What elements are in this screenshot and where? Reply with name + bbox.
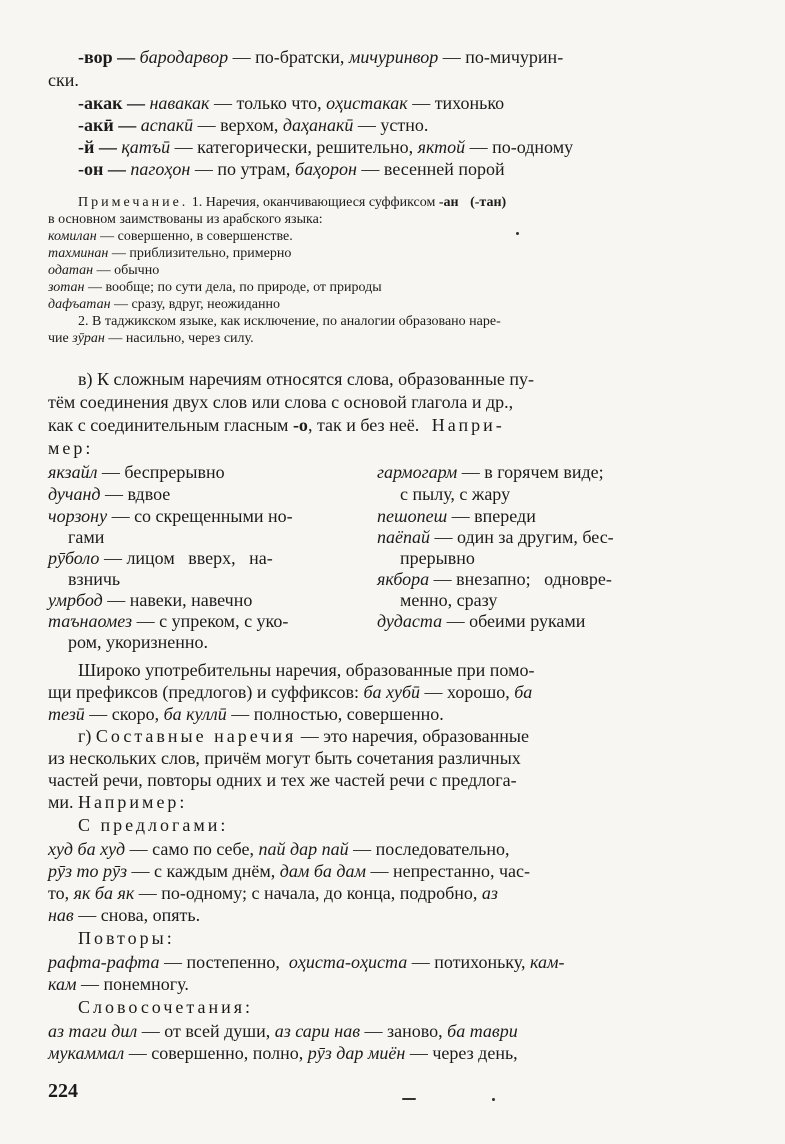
- example-word: пешопеш: [377, 506, 448, 526]
- example-word: аспакӣ: [140, 115, 194, 135]
- example-word: мукаммал: [48, 1043, 125, 1063]
- example-word: якзайл: [48, 462, 98, 482]
- translation: — обеими руками: [442, 611, 586, 631]
- section-g-line-3: частей речи, повторы одних и тех же частей речи с предлога-: [48, 770, 517, 790]
- text: ми.: [48, 792, 79, 812]
- paragraph-line: [48, 882, 498, 904]
- translation: — от всей души,: [137, 1021, 275, 1041]
- subheading-repeats: Повторы:: [78, 928, 175, 948]
- scan-speck: [402, 1098, 416, 1100]
- subheading-phrases: Словосочетания:: [78, 997, 253, 1017]
- example-word: умрбод: [48, 590, 103, 610]
- list-item: [48, 505, 293, 527]
- example-word: аз: [481, 883, 498, 903]
- translation: — по-одному: [465, 137, 574, 157]
- list-item: [48, 547, 273, 569]
- translation: — только что,: [209, 93, 322, 113]
- suffix: -акӣ —: [78, 115, 137, 135]
- note-item: [48, 296, 280, 313]
- suffix-line-vor: [78, 46, 563, 68]
- translation: — через день,: [405, 1043, 518, 1063]
- translation: — в горячем виде;: [457, 462, 604, 482]
- list-item: [48, 461, 225, 483]
- suffix: -о: [292, 415, 308, 435]
- example-word: зотан: [48, 280, 85, 295]
- paragraph-line: [48, 703, 444, 725]
- example-word: оҳистакак: [326, 93, 408, 113]
- example-word: як ба як: [73, 883, 135, 903]
- list-item: [377, 610, 585, 632]
- translation: — насильно, через силу.: [104, 331, 254, 346]
- example-word: якбора: [377, 569, 430, 589]
- scan-speck: [492, 1098, 495, 1101]
- suffix: -он —: [78, 159, 126, 179]
- section-g-line-1: [78, 725, 529, 747]
- text: щи префиксов (предлогов) и суффиксов:: [48, 682, 364, 702]
- section-g-line-4: [48, 791, 187, 813]
- translation: — беспрерывно: [97, 462, 225, 482]
- spaced-word: Например:: [78, 792, 188, 812]
- example-word: пагоҳон: [130, 159, 191, 179]
- example-word: кам-: [529, 952, 565, 972]
- example-word: паёпай: [377, 527, 430, 547]
- example-word: аз сари нав: [274, 1021, 361, 1041]
- subheading-prepositions: С предлогами:: [78, 815, 229, 835]
- example-word: пай дар пай: [258, 839, 349, 859]
- example-word: дудаста: [377, 611, 443, 631]
- example-word: нав: [48, 905, 74, 925]
- translation: — впереди: [447, 506, 536, 526]
- translation: — навеки, навечно: [102, 590, 253, 610]
- paragraph-line: [48, 860, 530, 882]
- list-item: [400, 483, 510, 505]
- translation: — хорошо,: [420, 682, 515, 702]
- translation: — устно.: [353, 115, 429, 135]
- example-word: ба куллӣ: [163, 704, 227, 724]
- translation: — внезапно; одновре-: [429, 569, 612, 589]
- section-v-line-2: тём соединения двух слов или слова с основой глагола и др.,: [48, 392, 514, 412]
- example-word: дучанд: [48, 484, 101, 504]
- example-word: таънаомез: [48, 611, 133, 631]
- section-g-line-2: из нескольких слов, причём могут быть сочетания различных: [48, 748, 521, 768]
- suffix-line-on: [78, 158, 505, 180]
- translation: — заново,: [360, 1021, 448, 1041]
- example-word: ба таври: [447, 1021, 518, 1041]
- translation: — весенней порой: [356, 159, 505, 179]
- example-word: худ ба худ: [48, 839, 126, 859]
- note-text: 1. Наречия, оканчивающиеся суффиксом: [188, 195, 439, 210]
- example-word: рафта-рафта: [48, 952, 160, 972]
- example-word: қатъӣ: [121, 137, 171, 157]
- translation: менно, сразу: [400, 590, 498, 610]
- example-word: аз таги дил: [48, 1021, 138, 1041]
- translation: с пылу, с жару: [400, 484, 511, 504]
- list-item: [377, 505, 536, 527]
- suffix-line-aki: [78, 114, 428, 136]
- translation: — вообще; по сути дела, по природе, от природы: [84, 280, 382, 295]
- list-item: [68, 526, 104, 548]
- paragraph-line: [48, 838, 510, 860]
- translation: — само по себе,: [125, 839, 259, 859]
- translation: — обычно: [93, 263, 160, 278]
- translation: — один за другим, бес-: [430, 527, 614, 547]
- translation: ром, укоризненно.: [68, 632, 209, 652]
- section-v-line-3: [48, 414, 505, 436]
- example-word: оҳиста-оҳиста: [288, 952, 408, 972]
- translation: — совершенно, в совершенстве.: [96, 229, 293, 244]
- translation: — с упреком, с уко-: [132, 611, 289, 631]
- example-word: баҳорон: [294, 159, 357, 179]
- example-word: тезӣ: [48, 704, 85, 724]
- translation: — с каждым днём,: [127, 861, 280, 881]
- example-word: гармогарм: [377, 462, 458, 482]
- note-line-1: [78, 194, 506, 211]
- list-item: [48, 483, 170, 505]
- suffix-line-y: [78, 136, 573, 158]
- translation: — по-мичурин-: [438, 47, 564, 67]
- translation: — совершенно, полно,: [124, 1043, 308, 1063]
- example-word: ба хубӣ: [363, 682, 421, 702]
- note-label: Примечание.: [78, 195, 189, 210]
- paragraph-line: Широко употребительны наречия, образованные при помо-: [78, 660, 535, 680]
- translation: — постепенно,: [159, 952, 289, 972]
- section-v-line-1: в) К сложным наречиям относятся слова, образованные пу-: [78, 369, 535, 389]
- translation: — вдвое: [100, 484, 171, 504]
- list-item: [48, 589, 252, 611]
- list-item: [400, 589, 497, 611]
- example-word: тахминан: [48, 246, 109, 261]
- list-item: [68, 631, 208, 653]
- translation: — со скрещенными но-: [107, 506, 293, 526]
- example-word: рӯз то рӯз: [48, 861, 128, 881]
- suffix: -вор —: [78, 47, 136, 67]
- example-word: кам: [48, 974, 77, 994]
- note-item: [48, 228, 293, 245]
- spaced-word: Напри-: [431, 415, 505, 435]
- example-word: чорзону: [48, 506, 108, 526]
- translation: — понемногу.: [76, 974, 189, 994]
- text: как с соединительным гласным: [48, 415, 293, 435]
- example-word: бародарвор: [139, 47, 229, 67]
- translation: — сразу, вдруг, неожиданно: [110, 297, 280, 312]
- paragraph-line: [48, 904, 200, 926]
- note-text: чие: [48, 331, 73, 346]
- list-item: [68, 568, 120, 590]
- note-item-2: 2. В таджикском языке, как исключение, по аналогии образовано наре-: [78, 314, 501, 329]
- suffix: -ан: [438, 195, 459, 210]
- text: то,: [48, 883, 74, 903]
- example-word: дам ба дам: [279, 861, 366, 881]
- translation: — полностью, совершенно.: [226, 704, 444, 724]
- suffix: -акак —: [78, 93, 145, 113]
- translation: — последовательно,: [348, 839, 510, 859]
- list-item: [377, 568, 612, 590]
- translation: взничь: [68, 569, 121, 589]
- example-word: рӯз дар миён: [307, 1043, 406, 1063]
- translation: — верхом,: [193, 115, 279, 135]
- note-item: [48, 245, 291, 262]
- translation: — по-братски,: [228, 47, 345, 67]
- translation: — непрестанно, час-: [365, 861, 531, 881]
- translation: — скоро,: [84, 704, 164, 724]
- example-word: навакак: [149, 93, 210, 113]
- example-word: рӯболо: [48, 548, 100, 568]
- translation: — категорически, решительно,: [170, 137, 414, 157]
- translation: гами: [68, 527, 105, 547]
- example-word: дафъатан: [48, 297, 111, 312]
- translation: — лицом вверх, на-: [99, 548, 273, 568]
- translation: — тихонько: [407, 93, 505, 113]
- page-number: 224: [48, 1080, 78, 1102]
- list-item: [377, 461, 604, 483]
- example-word: даҳанакӣ: [282, 115, 354, 135]
- text: г): [78, 726, 96, 746]
- paragraph-line: [48, 1042, 518, 1064]
- spaced-term: Составные наречия: [95, 726, 297, 746]
- example-word: мичуринвор: [348, 47, 439, 67]
- note-item: [48, 262, 159, 279]
- translation: — приблизительно, примерно: [108, 246, 292, 261]
- list-item: [400, 547, 475, 569]
- note-line-2: в основном заимствованы из арабского языка:: [48, 212, 323, 227]
- suffix-line-akak: [78, 92, 504, 114]
- suffix: -й —: [78, 137, 117, 157]
- section-v-line-4: мер:: [48, 438, 94, 458]
- translation: — снова, опять.: [73, 905, 201, 925]
- text: , так и без неё.: [307, 415, 420, 435]
- example-word: зӯран: [72, 331, 105, 346]
- note-item: [48, 279, 382, 296]
- suffix: (-тан): [470, 195, 507, 210]
- scan-speck: [516, 232, 519, 235]
- translation: прерывно: [400, 548, 475, 568]
- text: — это наречия, образованные: [296, 726, 529, 746]
- list-item: [48, 610, 288, 632]
- note-item-2-cont: [48, 330, 254, 347]
- list-item: [377, 526, 614, 548]
- translation: — по-одному; с начала, до конца, подробно,: [134, 883, 482, 903]
- translation: — потихоньку,: [407, 952, 530, 972]
- paragraph-line: [48, 681, 532, 703]
- example-word: комилан: [48, 229, 97, 244]
- suffix-line-continuation: ски.: [48, 70, 79, 90]
- paragraph-line: [48, 973, 189, 995]
- paragraph-line: [48, 951, 564, 973]
- translation: — по утрам,: [190, 159, 291, 179]
- example-word: яктой: [417, 137, 466, 157]
- paragraph-line: [48, 1020, 518, 1042]
- example-word: одатан: [48, 263, 94, 278]
- example-word: ба: [514, 682, 533, 702]
